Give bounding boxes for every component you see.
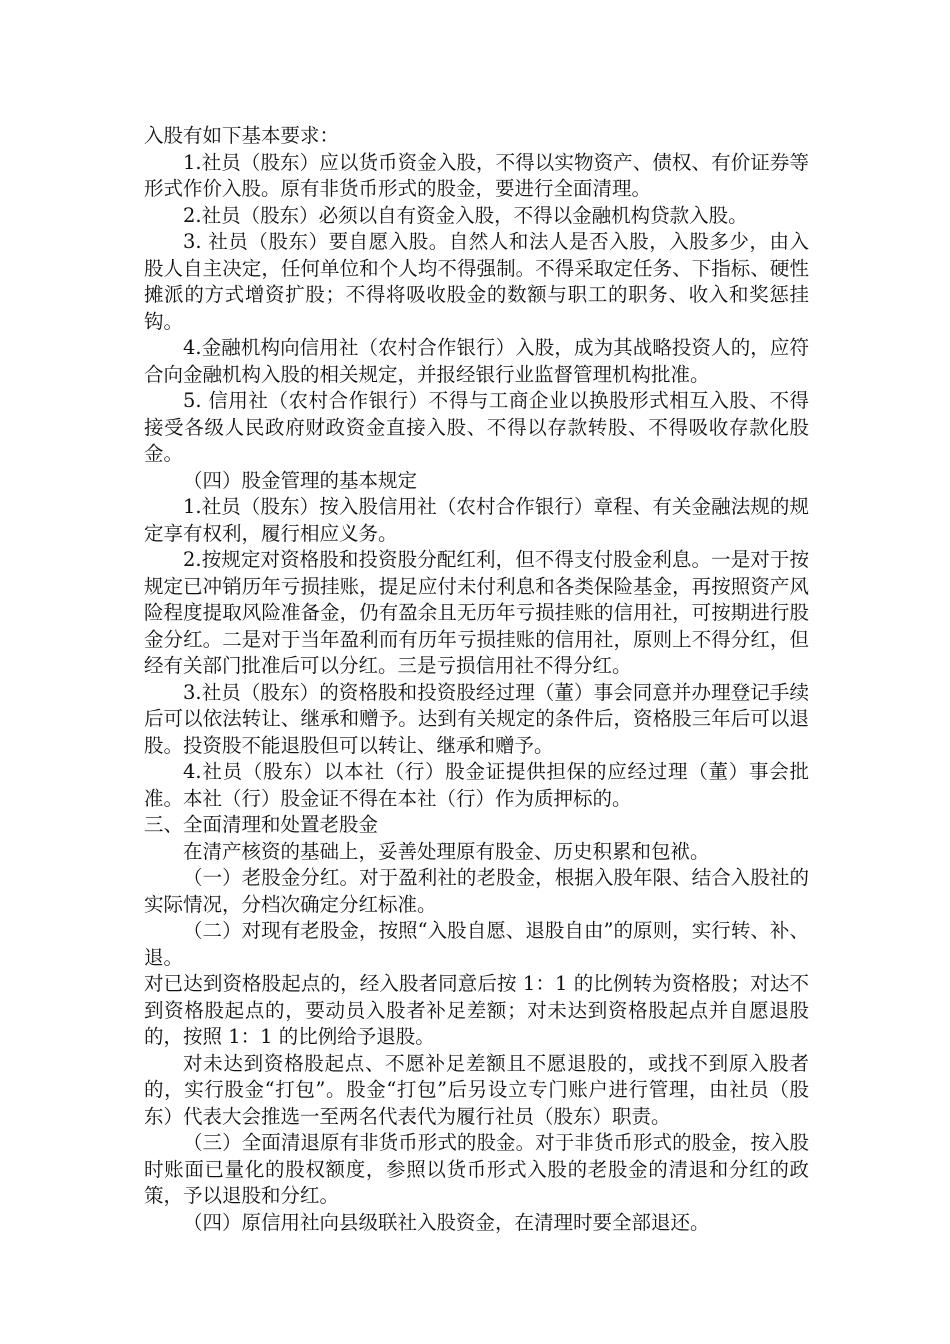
- paragraph: 3.社员（股东）的资格股和投资股经过理（董）事会同意并办理登记手续后可以依法转让、继承和赠予。达到有关规定的条件后，资格股三年后可以退股。投资股不能退股但可以转让、继承和赠予。: [144, 680, 809, 757]
- paragraph: 对未达到资格股起点、不愿补足差额且不愿退股的，或找不到原入股者的，实行股金“打包”。股金“打包”后另设立专门账户进行管理，由社员（股东）代表大会推选一至两名代表代为履行社员（股东）职责。: [144, 1051, 809, 1128]
- paragraph: 1.社员（股东）应以货币资金入股，不得以实物资产、债权、有价证券等形式作价入股。原有非货币形式的股金，要进行全面清理。: [144, 150, 809, 200]
- paragraph: （四）原信用社向县级联社入股资金，在清理时要全部退还。: [183, 1210, 710, 1234]
- paragraph: 2.按规定对资格股和投资股分配红利，但不得支付股金利息。一是对于按规定已冲销历年亏损挂账，提足应付未付利息和各类保险基金，再按照资产风险程度提取风险准备金，仍有盈余且无历年亏损挂账的信用社，可按期进行股金分红。二是对于当年盈利而有历年亏损挂账的信用社，原则上不得分红，但经有关部门批准后可以分红。三是亏损信用社不得分红。: [144, 548, 809, 677]
- paragraph: （一）老股金分红。对于盈利社的老股金，根据入股年限、结合入股社的实际情况，分档次确定分红标准。: [144, 866, 809, 916]
- document-body: [144, 123, 809, 1236]
- paragraph: 入股有如下基本要求：: [144, 124, 340, 147]
- paragraph: 在清产核资的基础上，妥善处理原有股金、历史积累和包袱。: [183, 839, 710, 863]
- paragraph: 2.社员（股东）必须以自有资金入股，不得以金融机构贷款入股。: [183, 203, 748, 227]
- paragraph: 对已达到资格股起点的，经入股者同意后按 1：1 的比例转为资格股；对达不到资格股起点的，要动员入股者补足差额；对未达到资格股起点并自愿退股的，按照 1：1 的比例给予退股。: [144, 972, 809, 1048]
- paragraph: 4.金融机构向信用社（农村合作银行）入股，成为其战略投资人的，应符合向金融机构入股的相关规定，并报经银行业监督管理机构批准。: [144, 336, 809, 386]
- paragraph: 5. 信用社（农村合作银行）不得与工商企业以换股形式相互入股、不得接受各级人民政府财政资金直接入股、不得以存款转股、不得吸收存款化股金。: [144, 389, 809, 465]
- paragraph: 3. 社员（股东）要自愿入股。自然人和法人是否入股，入股多少，由入股人自主决定，任何单位和个人均不得强制。不得采取定任务、下指标、硬性摊派的方式增资扩股；不得将吸收股金的数额与职工的职务、收入和奖惩挂钩。: [144, 230, 809, 333]
- paragraph: 4.社员（股东）以本社（行）股金证提供担保的应经过理（董）事会批准。本社（行）股金证不得在本社（行）作为质押标的。: [144, 760, 809, 810]
- section-heading: 三、全面清理和处置老股金: [144, 813, 379, 836]
- paragraph: （三）全面清退原有非货币形式的股金。对于非货币形式的股金，按入股时账面已量化的股权额度，参照以货币形式入股的老股金的清退和分红的政策，予以退股和分红。: [144, 1131, 809, 1207]
- section-heading: （四）股金管理的基本规定: [183, 468, 418, 492]
- paragraph: （二）对现有老股金，按照“入股自愿、退股自由”的原则，实行转、补、退。: [144, 919, 809, 969]
- paragraph: 1.社员（股东）按入股信用社（农村合作银行）章程、有关金融法规的规定享有权利，履行相应义务。: [144, 495, 809, 545]
